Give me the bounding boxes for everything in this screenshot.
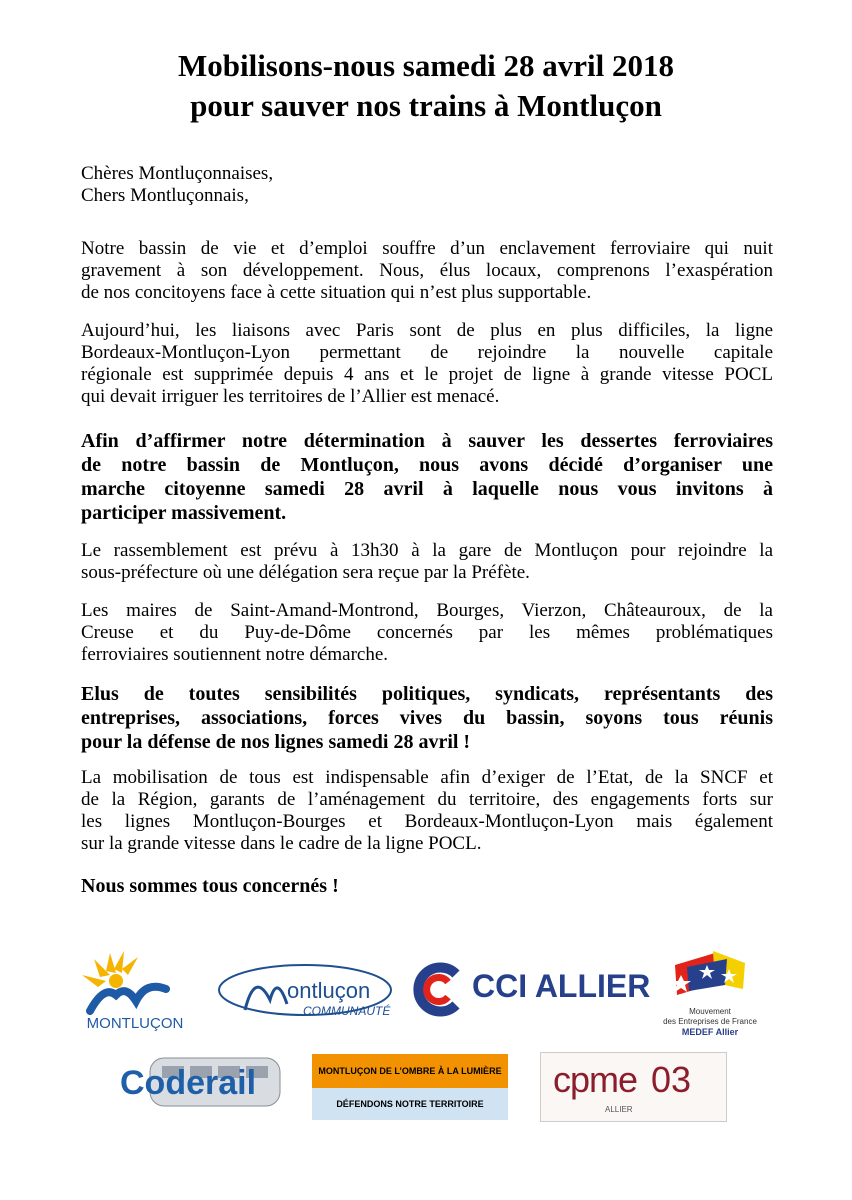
medef-line-2: des Entreprises de France bbox=[663, 1017, 757, 1026]
cci-allier-logo bbox=[410, 960, 651, 1020]
montlucon-sun-icon bbox=[70, 945, 200, 1015]
paragraph-line: gravement à son développement. Nous, élus locaux, comprenons l’exaspération bbox=[81, 260, 773, 281]
coderail-text: Coderail bbox=[120, 1064, 257, 1102]
medef-line-3: MEDEF Allier bbox=[681, 1027, 739, 1037]
paragraph-line: Le rassemblement est prévu à 13h30 à la gare de Montluçon pour rejoindre la bbox=[81, 540, 773, 561]
paragraph-line: Elus de toutes sensibilités politiques, syndicats, représentants des bbox=[81, 683, 773, 705]
cpme-number: 03 bbox=[651, 1059, 692, 1100]
paragraph-3-bold bbox=[81, 429, 773, 525]
paragraph-line: qui devait irriguer les territoires de l’Allier est menacé. bbox=[81, 386, 500, 407]
paragraph-line: Afin d’affirmer notre détermination à sauver les dessertes ferroviaires bbox=[81, 430, 773, 452]
paragraph-line: marche citoyenne samedi 28 avril à laquelle nous vous invitons à bbox=[81, 478, 773, 500]
ombre-banner-top: MONTLUÇON DE L’OMBRE À LA LUMIÈRE bbox=[312, 1054, 508, 1088]
paragraph-5 bbox=[81, 600, 773, 666]
cpme-text: cpme bbox=[553, 1059, 638, 1100]
salutation-line-1: Chères Montluçonnaises, bbox=[81, 163, 274, 184]
coderail-logo bbox=[120, 1050, 290, 1120]
paragraph-line: de la Région, garants de l’aménagement du territoire, des engagements forts sur bbox=[81, 789, 773, 810]
ombre-lumiere-logo bbox=[312, 1054, 508, 1120]
montlucon-logo bbox=[70, 945, 200, 1035]
montlucon-logo-text: MONTLUÇON bbox=[86, 1015, 184, 1032]
medef-allier-logo bbox=[640, 945, 780, 1045]
paragraph-line: sous-préfecture où une délégation sera reçue par la Préfète. bbox=[81, 562, 530, 583]
paragraph-4 bbox=[81, 540, 773, 584]
salutation bbox=[81, 163, 773, 207]
page-title bbox=[0, 46, 852, 126]
title-line-2: pour sauver nos trains à Montluçon bbox=[190, 88, 662, 123]
paragraph-line: ferroviaires soutiennent notre démarche. bbox=[81, 644, 389, 665]
salutation-line-2: Chers Montluçonnais, bbox=[81, 185, 249, 206]
paragraph-line: Bordeaux-Montluçon-Lyon permettant de rejoindre la nouvelle capitale bbox=[81, 342, 773, 363]
medef-stars-icon bbox=[665, 945, 755, 1005]
paragraph-line: Creuse et du Puy-de-Dôme concernés par les mêmes problématiques bbox=[81, 622, 773, 643]
paragraph-line: régionale est supprimée depuis 4 ans et le projet de ligne à grande vitesse POCL bbox=[81, 364, 773, 385]
paragraph-line: sur la grande vitesse dans le cadre de la ligne POCL. bbox=[81, 833, 482, 854]
cpme-subtext: ALLIER bbox=[605, 1105, 633, 1114]
ombre-banner-bottom: DÉFENDONS NOTRE TERRITOIRE bbox=[312, 1088, 508, 1120]
cpme-logo bbox=[540, 1052, 727, 1122]
closing-statement bbox=[81, 874, 773, 898]
paragraph-7 bbox=[81, 767, 773, 855]
paragraph-line: les lignes Montluçon-Bourges et Bordeaux-Montluçon-Lyon mais également bbox=[81, 811, 773, 832]
montlucon-communaute-logo bbox=[215, 960, 395, 1030]
paragraph-line: Les maires de Saint-Amand-Montrond, Bourges, Vierzon, Châteauroux, de la bbox=[81, 600, 773, 621]
paragraph-line: entreprises, associations, forces vives du bassin, soyons tous réunis bbox=[81, 707, 773, 729]
paragraph-line: Aujourd’hui, les liaisons avec Paris sont de plus en plus difficiles, la ligne bbox=[81, 320, 773, 341]
paragraph-6-bold bbox=[81, 682, 773, 754]
paragraph-line: La mobilisation de tous est indispensable afin d’exiger de l’Etat, de la SNCF et bbox=[81, 767, 773, 788]
title-line-1: Mobilisons-nous samedi 28 avril 2018 bbox=[177, 48, 675, 83]
paragraph-line: Nous sommes tous concernés ! bbox=[81, 875, 339, 897]
paragraph-2 bbox=[81, 320, 773, 408]
medef-line-1: Mouvement bbox=[689, 1007, 731, 1016]
paragraph-line: de notre bassin de Montluçon, nous avons décidé d’organiser une bbox=[81, 454, 773, 476]
communaute-subtext: COMMUNAUTÉ bbox=[303, 1004, 391, 1018]
paragraph-1 bbox=[81, 238, 773, 304]
paragraph-line: de nos concitoyens face à cette situation qui n’est plus supportable. bbox=[81, 282, 592, 303]
cci-text: CCI ALLIER bbox=[472, 968, 651, 1004]
paragraph-line: pour la défense de nos lignes samedi 28 avril ! bbox=[81, 731, 471, 753]
cci-emblem-icon bbox=[410, 962, 465, 1017]
communaute-text: ontluçon bbox=[287, 978, 371, 1003]
paragraph-line: participer massivement. bbox=[81, 502, 287, 524]
paragraph-line: Notre bassin de vie et d’emploi souffre d’un enclavement ferroviaire qui nuit bbox=[81, 238, 773, 259]
